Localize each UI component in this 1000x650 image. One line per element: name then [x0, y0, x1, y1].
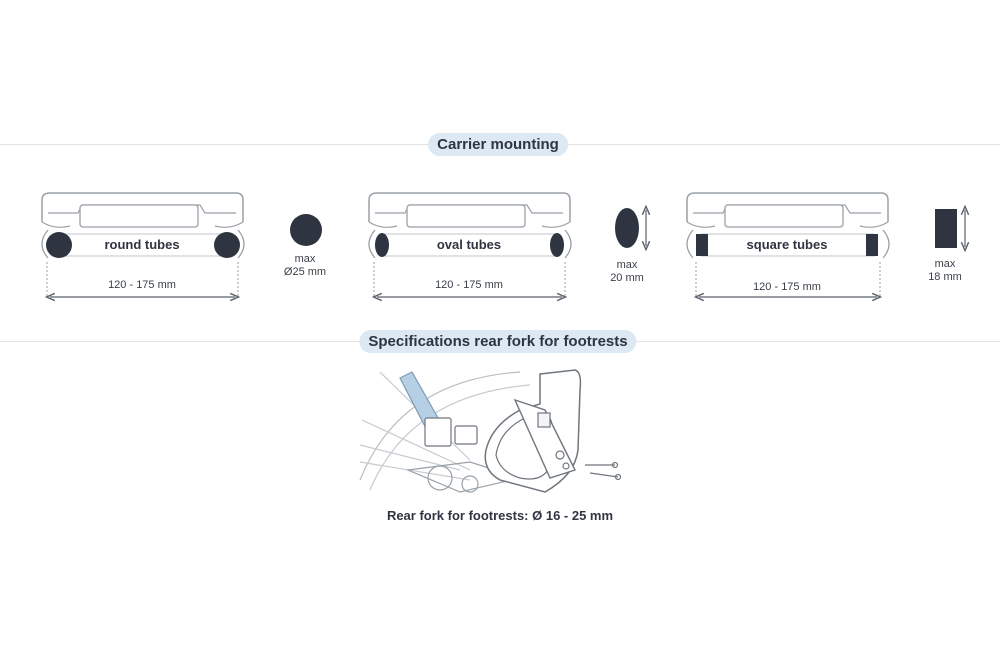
carrier-label-square: square tubes: [746, 237, 828, 252]
carrier-round-tubes: [42, 193, 322, 298]
width-range-round: 120 - 175 mm: [108, 279, 176, 291]
max-label-oval: [610, 259, 644, 285]
round-tube-left: [46, 232, 72, 258]
max-label-square-line2: 18 mm: [928, 271, 962, 283]
width-range-square: 120 - 175 mm: [753, 281, 821, 293]
carrier-label-oval: oval tubes: [436, 237, 502, 252]
max-label-round-line1: max: [294, 253, 316, 265]
max-label-oval-line1: max: [616, 259, 638, 271]
rear-fork-caption: Rear fork for footrests: Ø 16 - 25 mm: [386, 508, 614, 523]
round-tube-cross-section: [290, 214, 322, 246]
square-tube-right: [866, 234, 878, 256]
oval-tube-cross-section: [615, 208, 639, 248]
square-tube-left: [696, 234, 708, 256]
carrier-oval-tubes: [369, 193, 646, 298]
max-label-round-line2: Ø25 mm: [283, 266, 327, 278]
oval-tube-right: [550, 233, 564, 257]
max-label-oval-line2: 20 mm: [610, 272, 644, 284]
width-range-oval: 120 - 175 mm: [435, 279, 503, 291]
square-tube-cross-section: [935, 209, 957, 248]
section-title-rear-fork: Specifications rear fork for footrests: [359, 330, 636, 353]
rear-fork-illustration: [355, 370, 635, 495]
oval-tube-left: [375, 233, 389, 257]
round-tube-right: [214, 232, 240, 258]
section-title-carrier-mounting: Carrier mounting: [428, 133, 568, 156]
max-label-square: [928, 258, 962, 284]
carrier-label-round: round tubes: [104, 237, 180, 252]
max-label-round: [284, 253, 326, 279]
max-label-square-line1: max: [934, 258, 956, 270]
